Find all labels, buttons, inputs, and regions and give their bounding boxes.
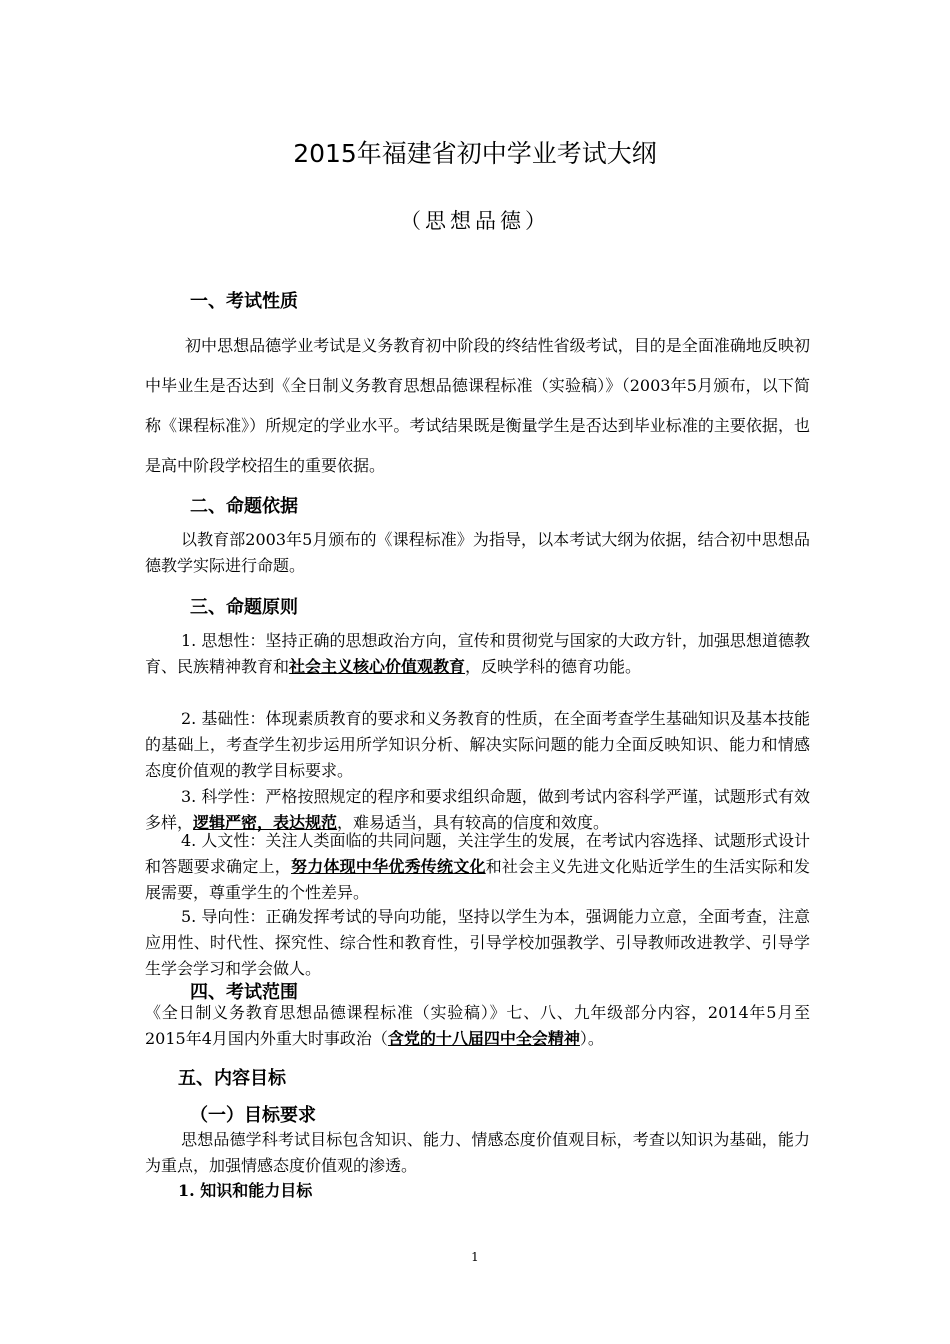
subsubsection-heading: 1. 知识和能力目标: [178, 1181, 313, 1200]
section-1-paragraph: 初中思想品德学业考试是义务教育初中阶段的终结性省级考试，目的是全面准确地反映初中毕业生是否达到《全日制义务教育思想品德课程标准（实验稿）》（2003年5月颁布，以下简称《课程标准》）所规定的学业水平。考试结果既是衡量学生是否达到毕业标准的主要依据，也是高中阶段学校招生的重要依据。: [145, 336, 810, 475]
subsection-heading: （一）目标要求: [190, 1105, 316, 1126]
principle-4: 4. 人文性：关注人类面临的共同问题，关注学生的发展，在考试内容选择、试题形式设计和答题要求确定上，努力体现中华优秀传统文化和社会主义先进文化贴近学生的生活实际和发展需要，尊重学生的个性差异。: [145, 831, 810, 902]
section-heading-3: 三、命题原则: [190, 597, 298, 618]
section-heading-5: 五、内容目标: [178, 1068, 286, 1089]
section-heading-1: 一、考试性质: [190, 291, 298, 312]
highlight-text: 努力体现中华优秀传统文化: [291, 857, 486, 876]
document-title: 2015年福建省初中学业考试大纲: [293, 139, 657, 168]
page-number: 1: [471, 1250, 479, 1264]
highlight-text: 逻辑严密，表达规范: [193, 813, 338, 832]
section-5-paragraph: 思想品德学科考试目标包含知识、能力、情感态度价值观目标，考查以知识为基础，能力为重点，加强情感态度价值观的渗透。: [145, 1130, 810, 1175]
document-subtitle: （思想品德）: [400, 209, 550, 233]
section-2-paragraph: 以教育部2003年5月颁布的《课程标准》为指导，以本考试大纲为依据，结合初中思想品德教学实际进行命题。: [145, 530, 810, 575]
section-heading-4: 四、考试范围: [190, 982, 298, 1003]
principle-3: 3. 科学性：严格按照规定的程序和要求组织命题，做到考试内容科学严谨，试题形式有效多样，逻辑严密，表达规范，难易适当，具有较高的信度和效度。: [145, 787, 810, 832]
highlight-text: 社会主义核心价值观教育: [289, 657, 466, 676]
principle-1: 1. 思想性：坚持正确的思想政治方向，宣传和贯彻党与国家的大政方针，加强思想道德教育、民族精神教育和社会主义核心价值观教育，反映学科的德育功能。: [145, 631, 810, 676]
principle-5: 5. 导向性：正确发挥考试的导向功能，坚持以学生为本，强调能力立意，全面考查，注意应用性、时代性、探究性、综合性和教育性，引导学校加强教学、引导教师改进教学、引导学生学会学习和学会做人。: [145, 907, 810, 978]
principle-2: 2. 基础性：体现素质教育的要求和义务教育的性质，在全面考查学生基础知识及基本技能的基础上，考查学生初步运用所学知识分析、解决实际问题的能力全面反映知识、能力和情感态度价值观的教学目标要求。: [145, 709, 810, 780]
section-4-paragraph: 《全日制义务教育思想品德课程标准（实验稿）》七、八、九年级部分内容，2014年5月至2015年4月国内外重大时事政治（含党的十八届四中全会精神）。: [145, 1003, 810, 1048]
section-heading-2: 二、命题依据: [190, 496, 298, 517]
highlight-text: 含党的十八届四中全会精神: [387, 1029, 580, 1048]
